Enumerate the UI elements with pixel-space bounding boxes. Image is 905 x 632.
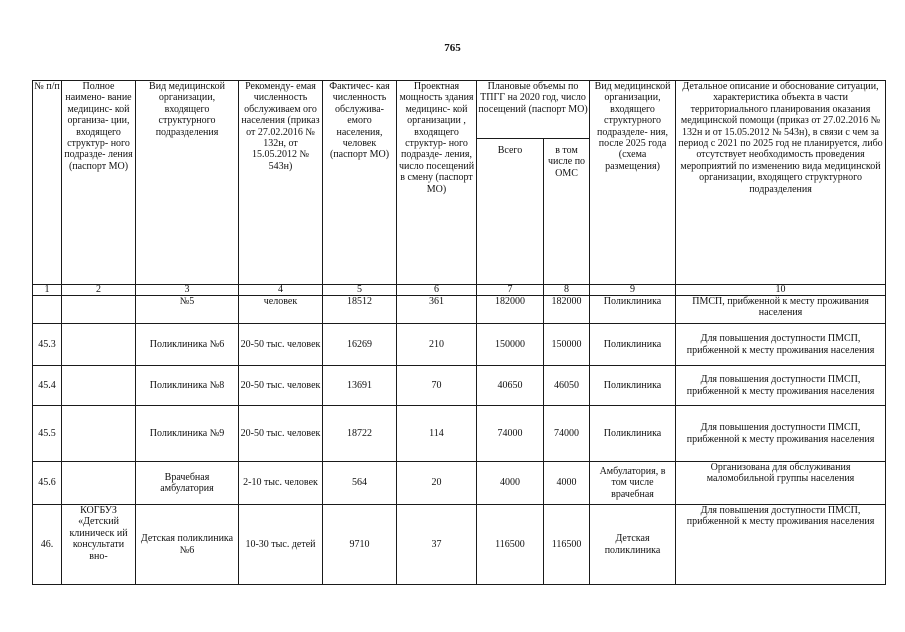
column-number: 3 xyxy=(136,285,239,296)
cell-capacity: 37 xyxy=(397,505,477,585)
cell-plan-total: 4000 xyxy=(477,462,544,505)
header-org-name: Полное наимено- вание медицинс- кой организа- ции, входящего структур- ного подразде- ления (паспорт МО) xyxy=(62,81,136,285)
table-row xyxy=(33,324,886,366)
table-row xyxy=(33,366,886,406)
cell-recommended: 20-50 тыс. человек xyxy=(239,324,323,366)
cell-org xyxy=(62,296,136,324)
column-number: 8 xyxy=(544,285,590,296)
cell-num xyxy=(33,296,62,324)
header-org-type: Вид медицинской организации, входящего структурного подразделения xyxy=(136,81,239,285)
cell-type: Поликлиника №6 xyxy=(136,324,239,366)
cell-type-after: Поликлиника xyxy=(590,366,676,406)
cell-plan-total: 40650 xyxy=(477,366,544,406)
cell-capacity: 70 xyxy=(397,366,477,406)
cell-type-after: Поликлиника xyxy=(590,296,676,324)
header-row xyxy=(33,81,886,139)
column-number: 9 xyxy=(590,285,676,296)
cell-org: КОГБУЗ «Детский клиническ ий консультати вно- xyxy=(62,505,136,585)
header-planned-total: Всего xyxy=(477,139,544,285)
table-row xyxy=(33,406,886,462)
cell-type: Детская поликлиника №6 xyxy=(136,505,239,585)
header-actual-population: Фактичес- кая численность обслужива- емого населения, человек (паспорт МО) xyxy=(323,81,397,285)
cell-type: №5 xyxy=(136,296,239,324)
cell-plan-oms: 116500 xyxy=(544,505,590,585)
cell-num: 45.3 xyxy=(33,324,62,366)
header-recommended-population: Рекоменду- емая численность обслуживаем ого населения (приказ от 27.02.2016 № 132н, от 15.05.2012 № 543н) xyxy=(239,81,323,285)
cell-description: Для повышения доступности ПМСП, прибженной к месту проживания населения xyxy=(676,505,886,585)
cell-plan-total: 74000 xyxy=(477,406,544,462)
cell-capacity: 210 xyxy=(397,324,477,366)
cell-recommended: 20-50 тыс. человек xyxy=(239,406,323,462)
cell-description: ПМСП, прибженной к месту проживания населения xyxy=(676,296,886,324)
cell-capacity: 20 xyxy=(397,462,477,505)
cell-description: Для повышения доступности ПМСП, прибженной к месту проживания населения xyxy=(676,324,886,366)
cell-org xyxy=(62,406,136,462)
cell-actual: 18722 xyxy=(323,406,397,462)
cell-actual: 13691 xyxy=(323,366,397,406)
cell-plan-oms: 4000 xyxy=(544,462,590,505)
column-number: 7 xyxy=(477,285,544,296)
cell-num: 45.5 xyxy=(33,406,62,462)
cell-num: 46. xyxy=(33,505,62,585)
column-number: 2 xyxy=(62,285,136,296)
cell-recommended: 20-50 тыс. человек xyxy=(239,366,323,406)
cell-type: Поликлиника №9 xyxy=(136,406,239,462)
header-design-capacity: Проектная мощность здания медицинс- кой организации , входящего структур- ного подразде- ления, число посещений в смену (паспорт МО) xyxy=(397,81,477,285)
table-row xyxy=(33,296,886,324)
cell-actual: 18512 xyxy=(323,296,397,324)
column-number: 6 xyxy=(397,285,477,296)
header-planned-oms: в том числе по ОМС xyxy=(544,139,590,285)
cell-plan-oms: 182000 xyxy=(544,296,590,324)
cell-type-after: Амбулатория, в том числе врачебная xyxy=(590,462,676,505)
cell-org xyxy=(62,462,136,505)
cell-plan-total: 182000 xyxy=(477,296,544,324)
cell-plan-oms: 150000 xyxy=(544,324,590,366)
cell-plan-oms: 46050 xyxy=(544,366,590,406)
column-number: 1 xyxy=(33,285,62,296)
header-planned-volumes: Плановые объемы по ТПГГ на 2020 год, число посещений (паспорт МО) xyxy=(477,81,590,139)
cell-actual: 564 xyxy=(323,462,397,505)
cell-recommended: 2-10 тыс. человек xyxy=(239,462,323,505)
cell-type-after: Детская поликлиника xyxy=(590,505,676,585)
header-num: № п/п xyxy=(33,81,62,285)
cell-recommended: человек xyxy=(239,296,323,324)
cell-description: Организована для обслуживания маломобильной группы населения xyxy=(676,462,886,505)
cell-capacity: 114 xyxy=(397,406,477,462)
cell-plan-oms: 74000 xyxy=(544,406,590,462)
cell-plan-total: 116500 xyxy=(477,505,544,585)
table-row xyxy=(33,505,886,585)
cell-type-after: Поликлиника xyxy=(590,406,676,462)
cell-num: 45.6 xyxy=(33,462,62,505)
column-number: 4 xyxy=(239,285,323,296)
cell-description: Для повышения доступности ПМСП, прибженной к месту проживания населения xyxy=(676,366,886,406)
medical-organizations-table xyxy=(32,80,886,585)
column-number-row xyxy=(33,285,886,296)
cell-actual: 16269 xyxy=(323,324,397,366)
cell-actual: 9710 xyxy=(323,505,397,585)
header-description: Детальное описание и обоснование ситуации, характеристика объекта в части территориального планирования оказания медицинской помощи (приказ от 27.02.2016 № 132н и от 15.05.2012 № 543н), в связи с чем за период с 2021 по 2025 год не планируется, либо отсутствует необходимость проведения мероприятий по изменению вида медицинской организации, входящего структурного подразделения xyxy=(676,81,886,285)
cell-org xyxy=(62,324,136,366)
cell-plan-total: 150000 xyxy=(477,324,544,366)
cell-type: Врачебная амбулатория xyxy=(136,462,239,505)
cell-org xyxy=(62,366,136,406)
column-number: 10 xyxy=(676,285,886,296)
cell-num: 45.4 xyxy=(33,366,62,406)
page-number: 765 xyxy=(444,42,461,54)
header-type-after-2025: Вид медицинской организации, входящего структурного подразделе- ния, после 2025 года (схема размещения) xyxy=(590,81,676,285)
cell-description: Для повышения доступности ПМСП, прибженной к месту проживания населения xyxy=(676,406,886,462)
cell-type-after: Поликлиника xyxy=(590,324,676,366)
cell-capacity: 361 xyxy=(397,296,477,324)
table-row xyxy=(33,462,886,505)
cell-type: Поликлиника №8 xyxy=(136,366,239,406)
column-number: 5 xyxy=(323,285,397,296)
cell-recommended: 10-30 тыс. детей xyxy=(239,505,323,585)
